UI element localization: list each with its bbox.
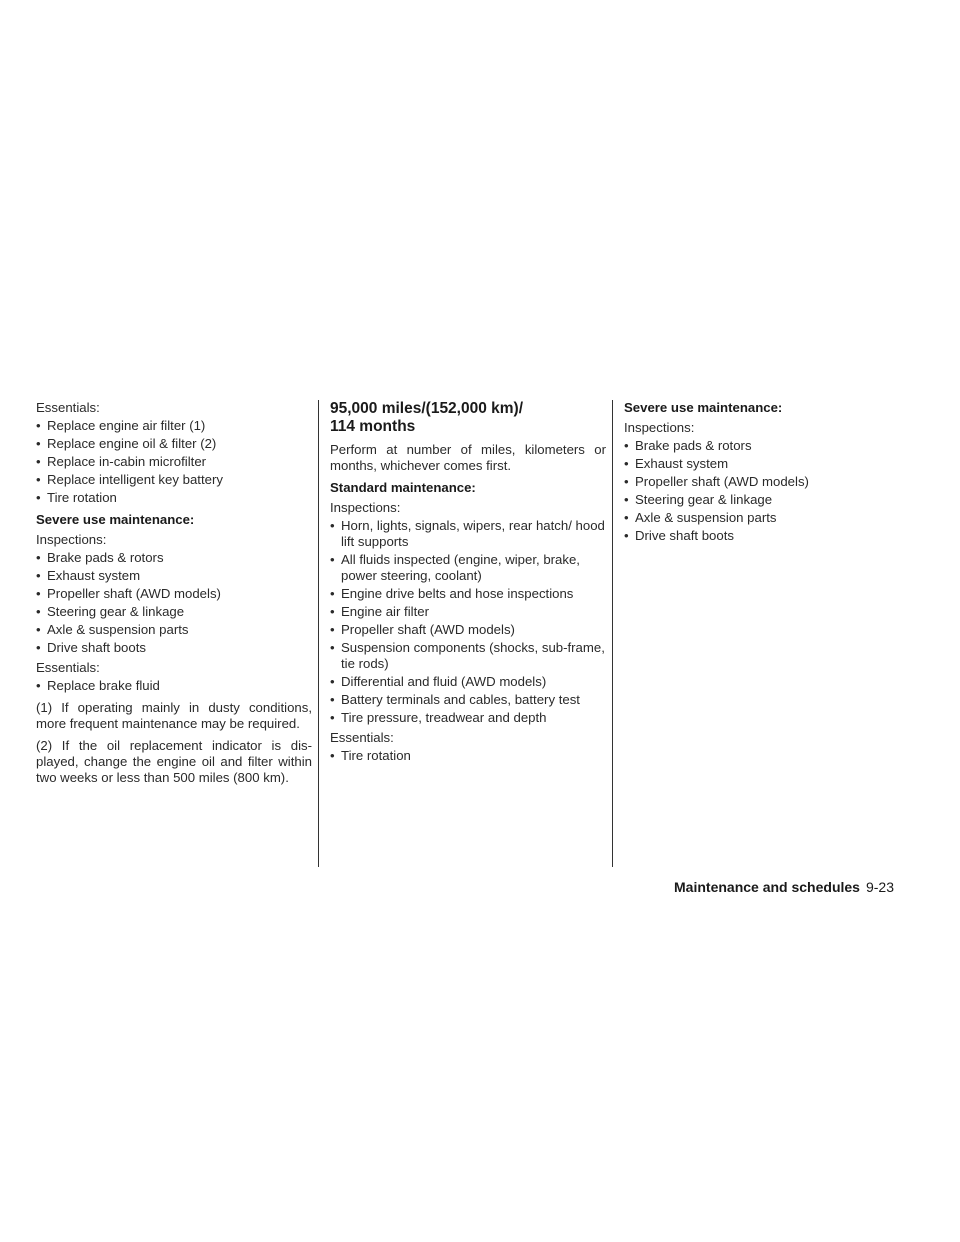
section-heading-line-1: 95,000 miles/(152,000 km)/ <box>330 400 524 417</box>
list-item: • Axle & suspension parts <box>36 622 312 638</box>
essentials-label: Essentials: <box>330 730 394 745</box>
list-item: • Tire pressure, treadwear and depth <box>330 710 606 726</box>
list-item: • Replace brake fluid <box>36 678 312 694</box>
essentials-list <box>36 678 312 694</box>
list-item: • Differential and fluid (AWD models) <box>330 674 606 690</box>
list-item: • Propeller shaft (AWD models) <box>36 586 312 602</box>
essentials-label: Essentials: <box>36 660 100 675</box>
list-item: • Axle & suspension parts <box>624 510 900 526</box>
list-item: • Brake pads & rotors <box>36 550 312 566</box>
list-item: • Suspension components (shocks, sub-frame, tie rods) <box>330 640 606 672</box>
list-item: • Replace intelligent key battery <box>36 472 312 488</box>
severe-use-heading: Severe use maintenance: <box>624 400 783 415</box>
list-item: • Brake pads & rotors <box>624 438 900 454</box>
list-item: • Steering gear & linkage <box>624 492 900 508</box>
column-left <box>36 400 312 790</box>
inspections-label: Inspections: <box>624 420 695 435</box>
column-divider <box>612 400 613 867</box>
list-item: • Replace engine oil & filter (2) <box>36 436 312 452</box>
inspections-label: Inspections: <box>330 500 401 515</box>
footer-section-title: Maintenance and schedules <box>674 879 860 895</box>
essentials-list <box>330 748 606 764</box>
column-divider <box>318 400 319 867</box>
list-item: • Propeller shaft (AWD models) <box>624 474 900 490</box>
intro-text: Perform at number of miles, kilometers or months, whichever comes first. <box>330 442 606 473</box>
list-item: • Engine drive belts and hose inspections <box>330 586 606 602</box>
list-item: • Drive shaft boots <box>624 528 900 544</box>
section-heading <box>330 400 606 436</box>
inspections-list <box>624 438 900 544</box>
footnote-1: (1) If operating mainly in dusty conditions, more frequent maintenance may be required. <box>36 700 312 731</box>
list-item: • Tire rotation <box>330 748 606 764</box>
inspections-list <box>36 550 312 656</box>
footnote-2: (2) If the oil replacement indicator is dis-played, change the engine oil and filter within two weeks or less than 500 miles (800 km). <box>36 738 312 785</box>
list-item: • Replace in-cabin microfilter <box>36 454 312 470</box>
list-item: • All fluids inspected (engine, wiper, brake, power steering, coolant) <box>330 552 606 584</box>
column-middle <box>330 400 606 768</box>
section-heading-line-2: 114 months <box>330 418 416 435</box>
list-item: • Engine air filter <box>330 604 606 620</box>
list-item: • Horn, lights, signals, wipers, rear hatch/ hood lift supports <box>330 518 606 550</box>
severe-use-heading: Severe use maintenance: <box>36 512 195 527</box>
list-item: • Tire rotation <box>36 490 312 506</box>
list-item: • Exhaust system <box>36 568 312 584</box>
list-item: • Exhaust system <box>624 456 900 472</box>
list-item: • Propeller shaft (AWD models) <box>330 622 606 638</box>
list-item: • Steering gear & linkage <box>36 604 312 620</box>
essentials-list <box>36 418 312 506</box>
page-footer <box>674 878 894 896</box>
list-item: • Replace engine air filter (1) <box>36 418 312 434</box>
column-right <box>624 400 900 548</box>
essentials-label: Essentials: <box>36 400 100 415</box>
inspections-list <box>330 518 606 726</box>
list-item: • Drive shaft boots <box>36 640 312 656</box>
inspections-label: Inspections: <box>36 532 107 547</box>
list-item: • Battery terminals and cables, battery test <box>330 692 606 708</box>
standard-maintenance-heading: Standard maintenance: <box>330 480 476 495</box>
page-number: 9-23 <box>865 879 894 895</box>
